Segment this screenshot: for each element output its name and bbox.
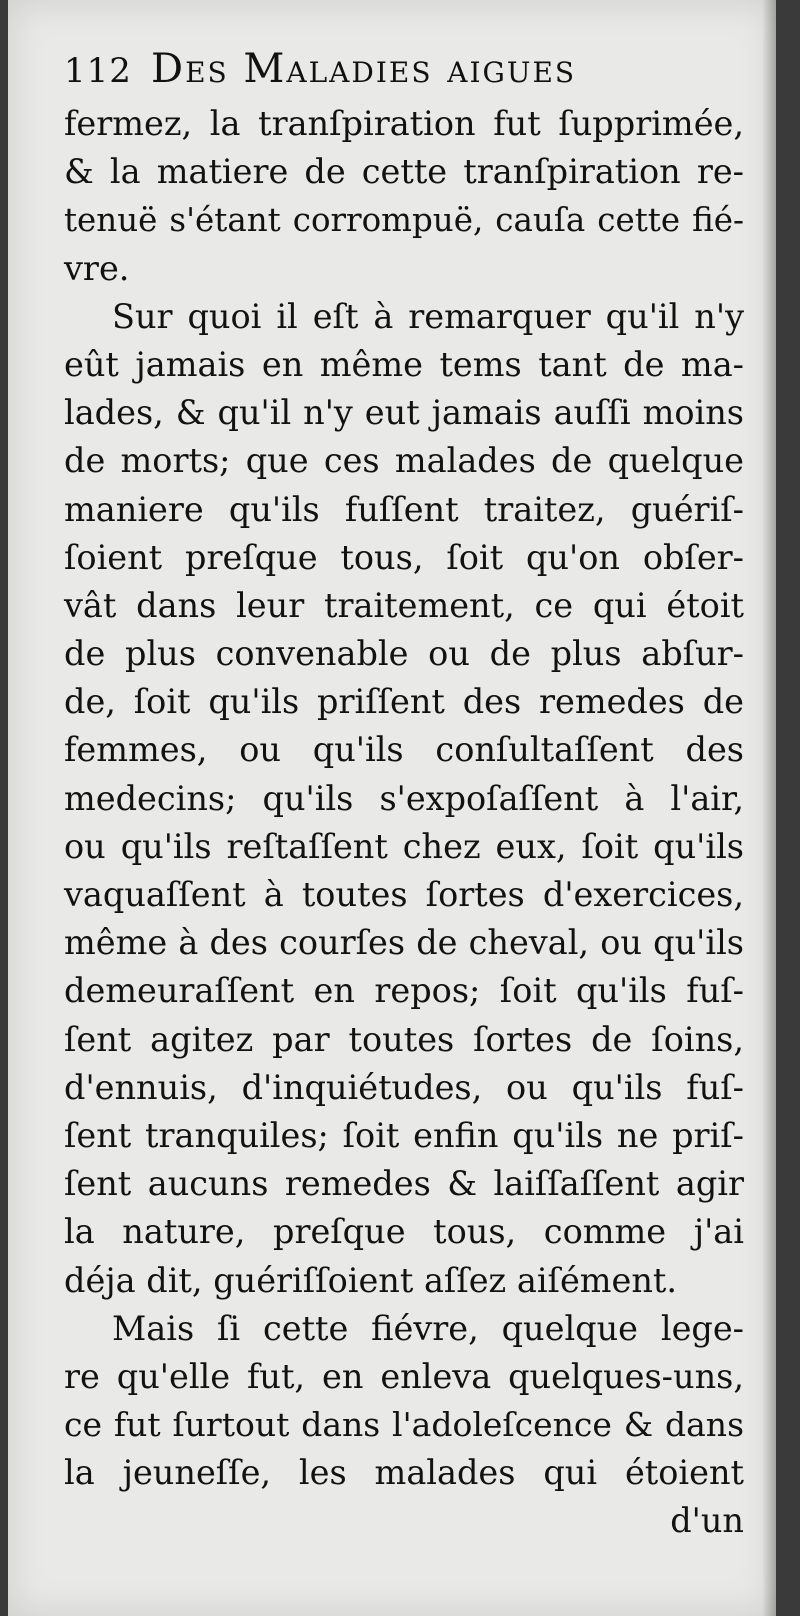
text-line: ou qu'ils reſtaſſent chez eux, ſoit qu'ils	[64, 826, 744, 866]
text-line: de plus convenable ou de plus abſur-	[64, 634, 744, 674]
text-line: medecins; qu'ils s'expoſaſſent à l'air,	[64, 778, 744, 818]
text-line: ſent agitez par toutes ſortes de ſoins,	[64, 1019, 744, 1059]
body-text	[64, 100, 744, 1546]
text-line: d'ennuis, d'inquiétudes, ou qu'ils fuſ-	[64, 1067, 744, 1107]
text-line: même à des courſes de cheval, ou qu'ils	[64, 923, 744, 963]
text-line: de morts; que ces malades de quelque	[64, 441, 744, 481]
text-line: eût jamais en même tems tant de ma-	[64, 344, 744, 384]
running-head	[64, 46, 764, 102]
text-line: vaquaſſent à toutes ſortes d'exercices,	[64, 875, 744, 914]
text-line: maniere qu'ils fuſſent traitez, guériſ-	[64, 489, 744, 529]
text-line: ſent aucuns remedes & laiſſaſſent agir	[64, 1164, 744, 1204]
text-line: lades, & qu'il n'y eut jamais auſſi moins	[64, 393, 744, 433]
text-line: ſent tranquiles; ſoit enfin qu'ils ne priſ-	[64, 1115, 744, 1155]
text-line: déja dit, guériſſoient aſſez aiſément.	[64, 1260, 678, 1300]
text-line: la nature, preſque tous, comme j'ai	[64, 1212, 744, 1252]
text-line: vât dans leur traitement, ce qui étoit	[64, 585, 744, 625]
text-line: & la matiere de cette tranſpiration re-	[64, 152, 744, 192]
running-head-title: Des Maladies aigues	[151, 46, 577, 92]
text-line: la jeuneſſe, les malades qui étoient	[64, 1453, 744, 1493]
text-line: de, ſoit qu'ils priſſent des remedes de	[64, 682, 744, 722]
book-page	[8, 0, 776, 1616]
text-line: ce fut ſurtout dans l'adoleſcence & dans	[64, 1405, 744, 1445]
text-line: tenuë s'étant corrompuë, cauſa cette fié-	[64, 201, 744, 240]
catchword: d'un	[670, 1501, 744, 1541]
paragraph-start-line: Mais ſi cette fiévre, quelque lege-	[112, 1308, 744, 1348]
paragraph-start-line: Sur quoi il eſt à remarquer qu'il n'y	[112, 296, 744, 336]
text-line: femmes, ou qu'ils conſultaſſent des	[64, 730, 744, 770]
text-line: ſoient preſque tous, ſoit qu'on obſer-	[64, 537, 744, 577]
text-line: vre.	[64, 248, 130, 288]
text-line: fermez, la tranſpiration fut ſupprimée,	[64, 104, 744, 143]
page-number: 112	[64, 51, 132, 91]
text-line: re qu'elle fut, en enleva quelques-uns,	[64, 1356, 744, 1396]
text-line: demeuraſſent en repos; ſoit qu'ils fuſ-	[64, 971, 744, 1011]
